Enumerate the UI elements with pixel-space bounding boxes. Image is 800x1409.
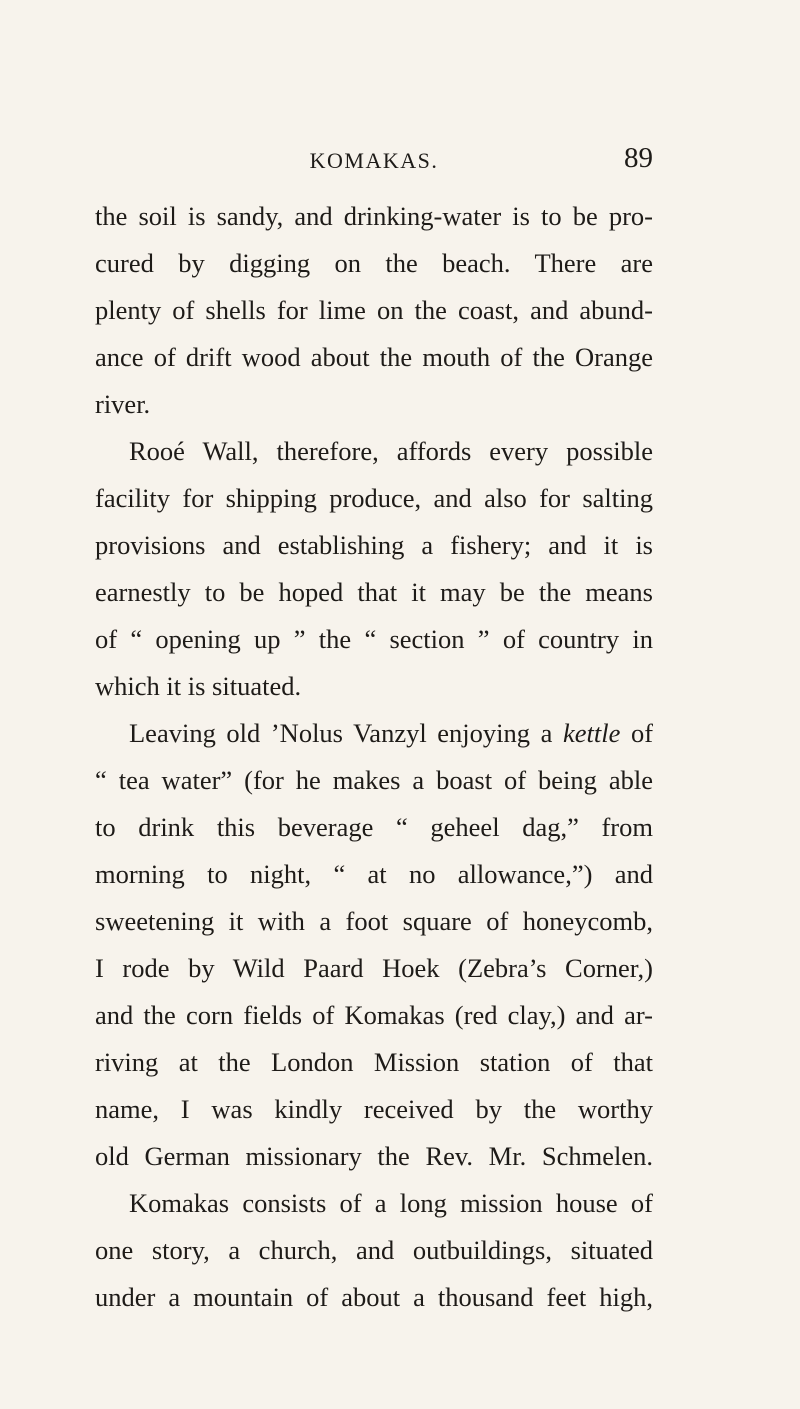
text-line: and the corn fields of Komakas (red clay,) and ar- bbox=[95, 1000, 653, 1030]
text-line: ance of drift wood about the mouth of the Orange bbox=[95, 342, 653, 372]
text-line: I rode by Wild Paard Hoek (Zebra’s Corner,) bbox=[95, 953, 653, 983]
text-line: to drink this beverage “ geheel dag,” from bbox=[95, 812, 653, 842]
text-line: plenty of shells for lime on the coast, and abund- bbox=[95, 295, 653, 325]
text-line: earnestly to be hoped that it may be the means bbox=[95, 577, 653, 607]
text-line: “ tea water” (for he makes a boast of being able bbox=[95, 765, 653, 795]
text-line: of “ opening up ” the “ section ” of country in bbox=[95, 624, 653, 654]
text-line: morning to night, “ at no allowance,”) and bbox=[95, 859, 653, 889]
italic-word: kettle bbox=[562, 718, 621, 748]
text-line: riving at the London Mission station of that bbox=[95, 1047, 653, 1077]
running-head bbox=[95, 122, 653, 174]
text-line: facility for shipping produce, and also for salting bbox=[95, 483, 653, 513]
text-line: provisions and establishing a fishery; and it is bbox=[95, 530, 653, 560]
text-line: Rooé Wall, therefore, affords every possible bbox=[129, 436, 653, 466]
body-text bbox=[95, 193, 653, 1321]
text-line: under a mountain of about a thousand feet high, bbox=[95, 1282, 653, 1312]
text-segment: Leaving old ’Nolus Vanzyl enjoying a bbox=[129, 718, 553, 748]
running-title: KOMAKAS. bbox=[309, 148, 439, 173]
text-line bbox=[95, 710, 653, 757]
text-line: one story, a church, and outbuildings, situated bbox=[95, 1235, 653, 1265]
page-number: 89 bbox=[624, 142, 653, 174]
text-line: river. bbox=[95, 389, 151, 419]
text-line: name, I was kindly received by the worthy bbox=[95, 1094, 653, 1124]
text-line: which it is situated. bbox=[95, 671, 302, 701]
text-line: Komakas consists of a long mission house of bbox=[129, 1188, 653, 1218]
text-line: sweetening it with a foot square of honeycomb, bbox=[95, 906, 653, 936]
text-line: the soil is sandy, and drinking-water is to be pro- bbox=[95, 201, 653, 231]
text-segment: of bbox=[630, 718, 653, 748]
text-line: cured by digging on the beach. There are bbox=[95, 248, 653, 278]
text-line: old German missionary the Rev. Mr. Schmelen. bbox=[95, 1141, 653, 1171]
